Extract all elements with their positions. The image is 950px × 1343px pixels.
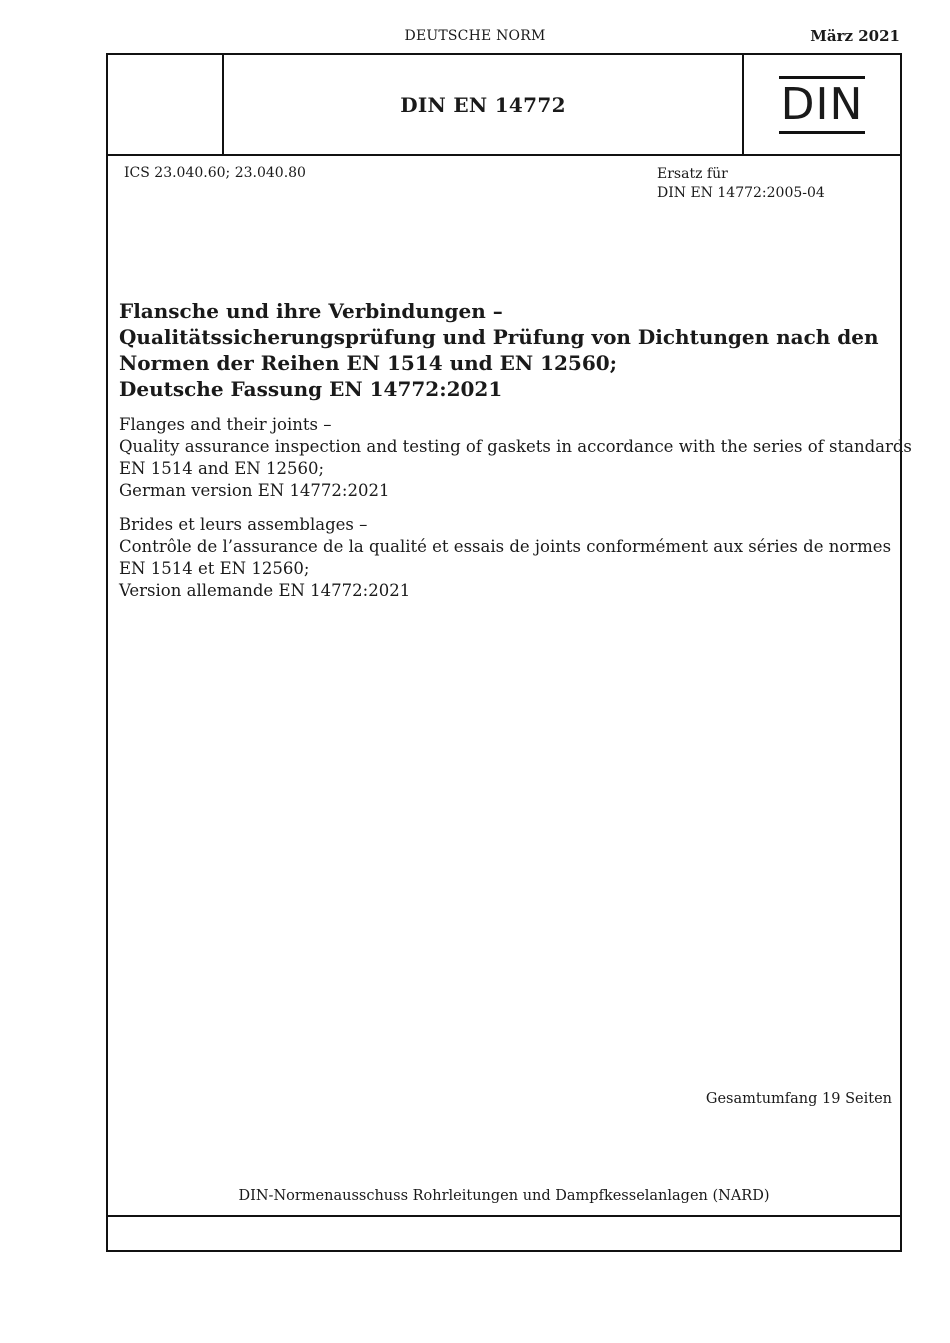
publication-date: März 2021: [810, 27, 900, 45]
english-title-line: German version EN 14772:2021: [119, 481, 390, 500]
norm-type-label: DEUTSCHE NORM: [404, 28, 546, 44]
replaces-label: Ersatz für: [657, 166, 728, 182]
cover-frame: [106, 53, 912, 1252]
footer-divider: [108, 1215, 900, 1217]
german-title-line: Flansche und ihre Verbindungen –: [119, 299, 503, 323]
english-title-line: Quality assurance inspection and testing of gaskets in accordance with the series of standards: [119, 437, 912, 456]
french-title: [119, 514, 894, 602]
german-title-line: Deutsche Fassung EN 14772:2021: [119, 377, 503, 401]
document-number: DIN EN 14772: [400, 92, 566, 117]
header-title-cell: [224, 55, 744, 154]
english-title-line: EN 1514 and EN 12560;: [119, 459, 325, 478]
committee-name: DIN-Normenausschuss Rohrleitungen und Dampfkesselanlagen (NARD): [238, 1188, 770, 1204]
german-title: [119, 298, 889, 402]
english-title: [119, 414, 912, 502]
header-empty-cell: [108, 55, 224, 154]
french-title-line: Brides et leurs assemblages –: [119, 515, 368, 534]
replaces-value: DIN EN 14772:2005-04: [657, 185, 825, 201]
replaces-block: [657, 165, 825, 203]
french-title-line: EN 1514 et EN 12560;: [119, 559, 310, 578]
header-row: [108, 55, 900, 156]
french-title-line: Contrôle de l’assurance de la qualité et essais de joints conformément aux séries de normes: [119, 537, 892, 556]
header-logo-cell: [744, 55, 900, 154]
din-logo: DIN: [779, 76, 866, 134]
ics-codes: ICS 23.040.60; 23.040.80: [124, 165, 306, 181]
english-title-line: Flanges and their joints –: [119, 415, 332, 434]
page-count: Gesamtumfang 19 Seiten: [705, 1091, 892, 1107]
french-title-line: Version allemande EN 14772:2021: [119, 581, 411, 600]
german-title-line: Qualitätssicherungsprüfung und Prüfung von Dichtungen nach den: [119, 325, 879, 349]
german-title-line: Normen der Reihen EN 1514 und EN 12560;: [119, 351, 618, 375]
